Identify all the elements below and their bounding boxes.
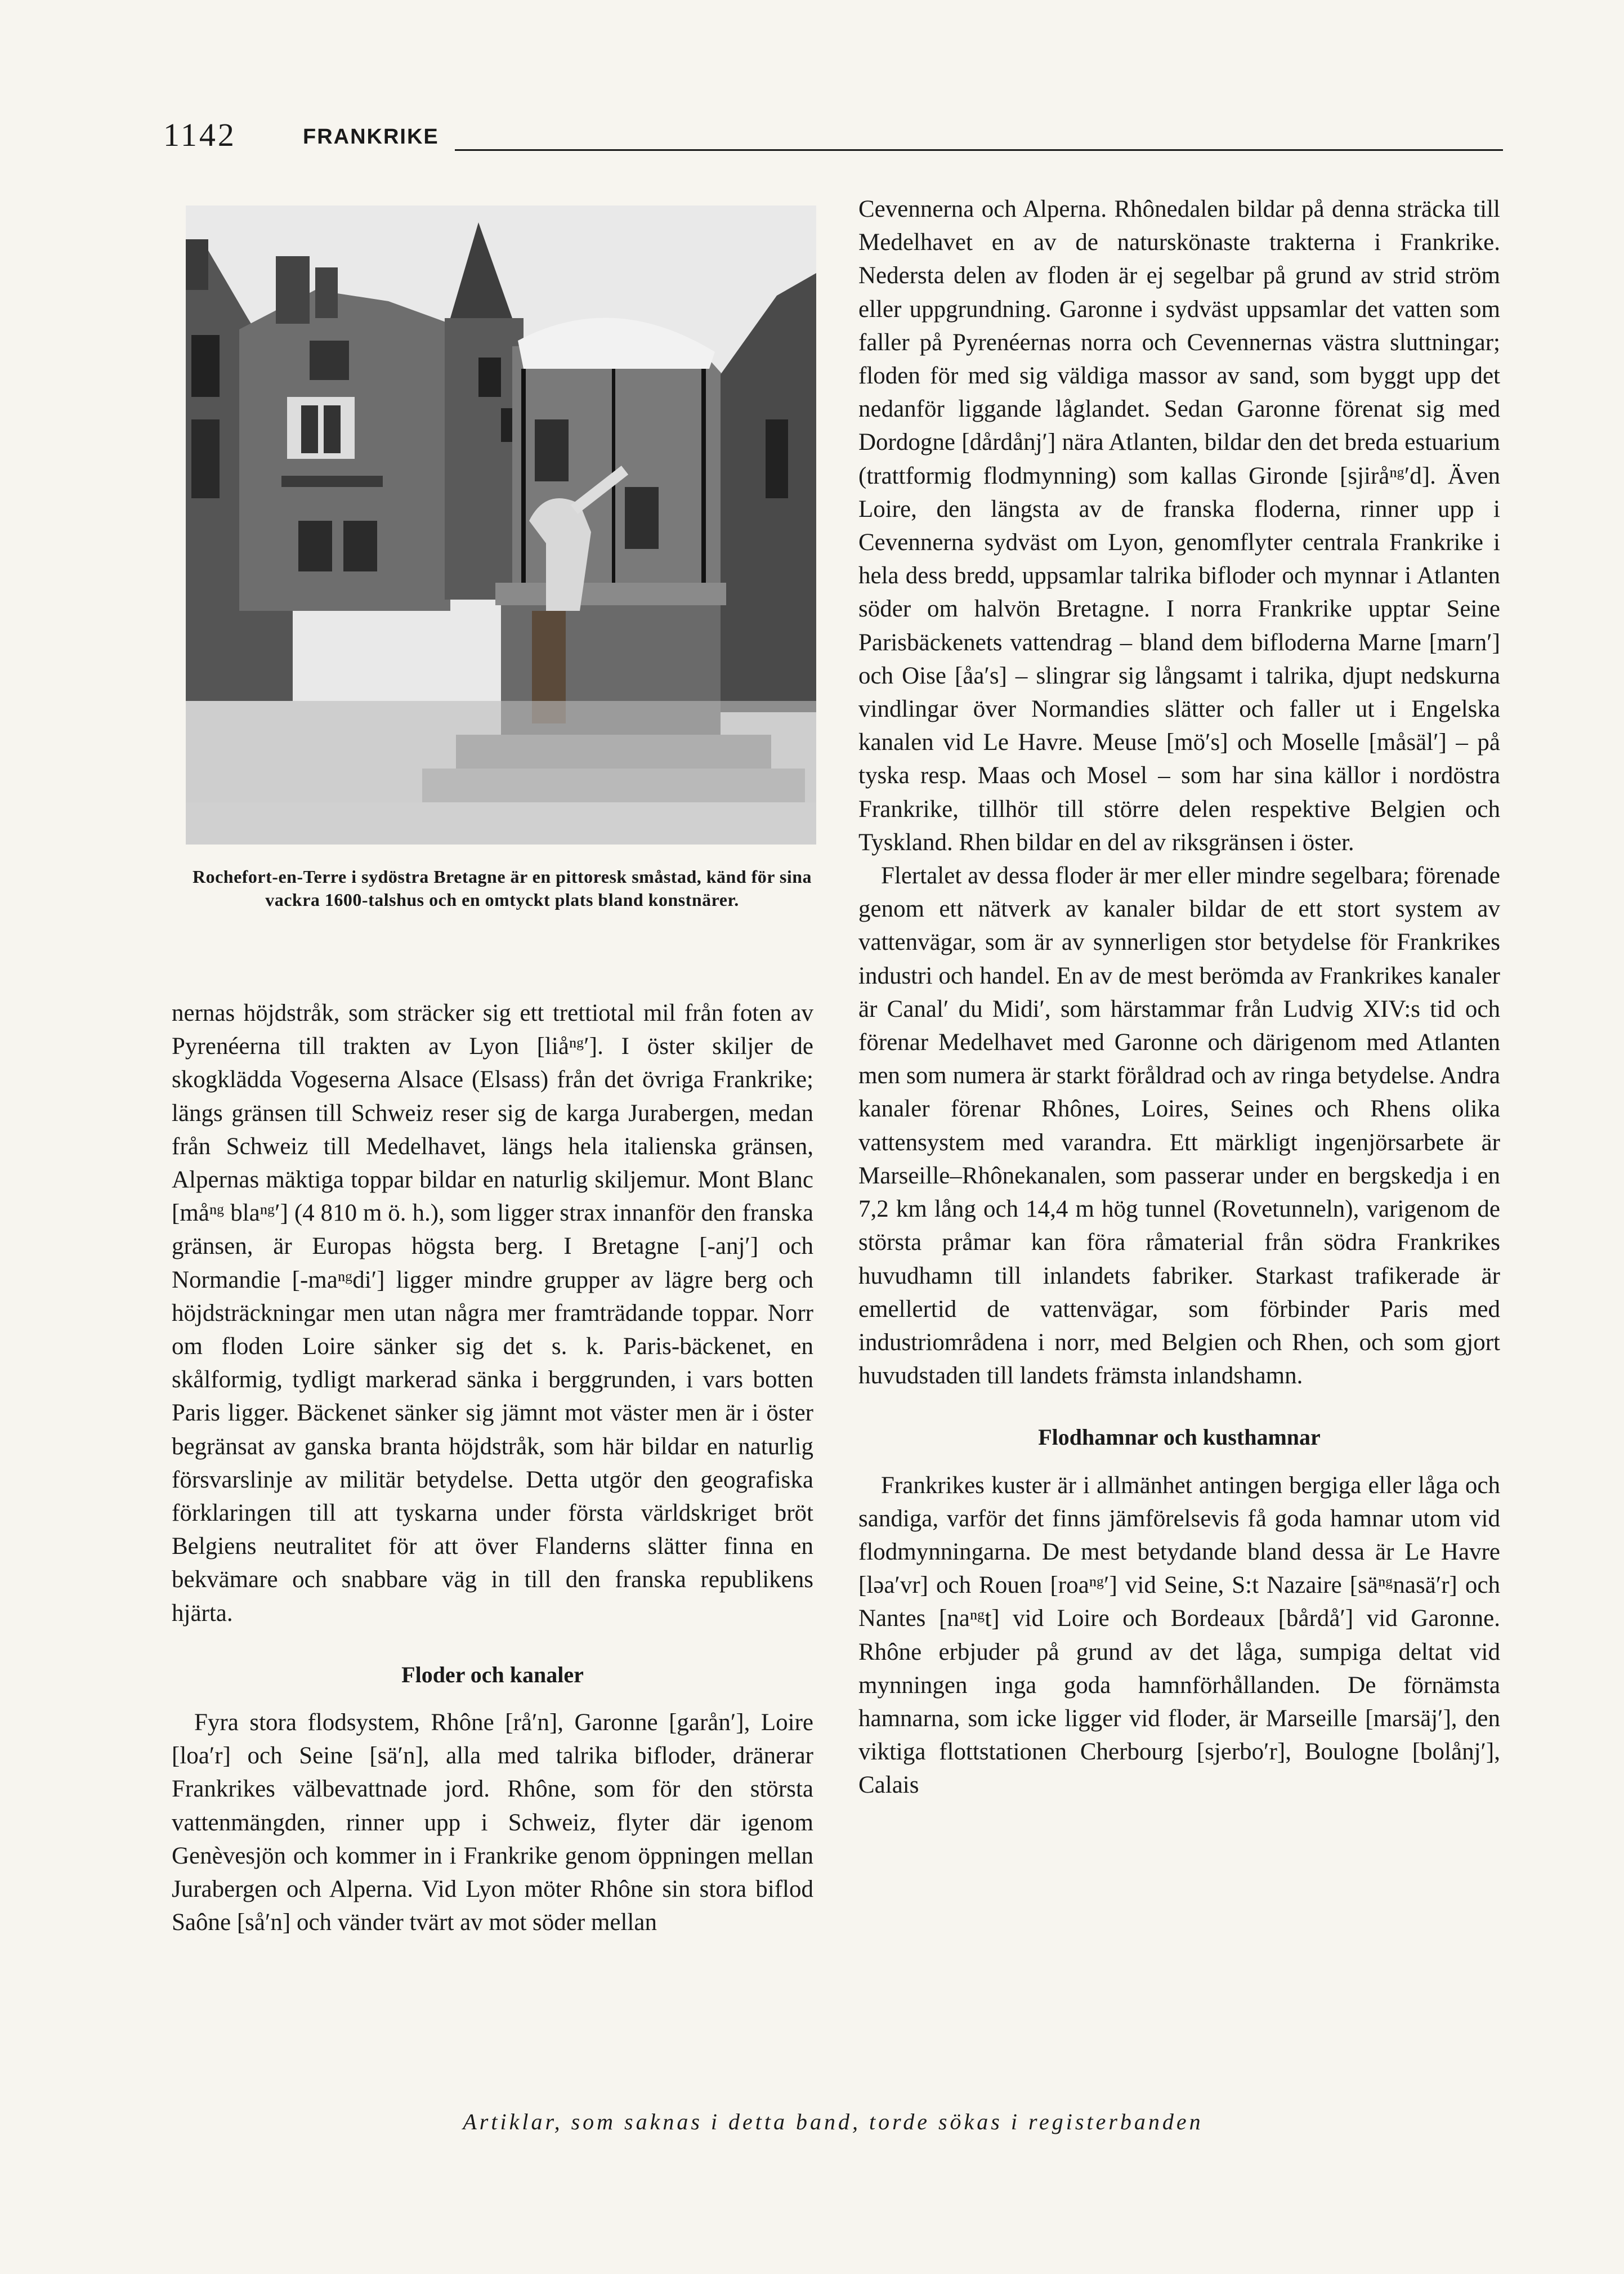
photo-illustration [186,205,816,845]
header-rule [455,149,1503,151]
page-footer-note: Artiklar, som saknas i detta band, torde sökas i registerbanden [463,2109,1204,2134]
right-paragraph-3: Frankrikes kuster är i allmänhet antingen bergiga eller låga och sandiga, varför det finns jämförelsevis få goda hamnar utom vid flodmynningarna. De mest betydande bland dessa är Le Havre [ləa′vr] och Rouen [roaⁿᵍ′] vid Seine, S:t Nazaire [säⁿᵍnasä′r] och Nantes [naⁿᵍt] vid Loire och Bordeaux [bårdå′] vid Garonne. Rhône erbjuder på grund av det låga, sumpiga deltat vid mynningen inga goda hamnförhållanden. De förnämsta hamnarna, som icke ligger vid floder, är Marseille [marsäj′], den viktiga flottstationen Cherbourg [sjerbo′r], Boulogne [bolånj′], Calais [858,1472,1500,1799]
page-number: 1142 [163,117,236,153]
section-heading-flodhamnar-och-kusthamnar: Flodhamnar och kusthamnar [1038,1424,1321,1450]
photo-rochefort-en-terre [186,205,816,845]
left-column [172,997,813,1939]
section-heading-floder-och-kanaler: Floder och kanaler [401,1661,584,1687]
left-paragraph-1: nernas höjdstråk, som sträcker sig ett trettiotal mil från foten av Pyrenéerna till trakten av Lyon [liåⁿᵍ′]. I öster skiljer de skogklädda Vogeserna Alsace (Elsass) från det övriga Frankrike; längs gränsen till Schweiz reser sig de karga Jurabergen, medan från Schweiz till Medelhavet, längs hela italienska gränsen, Alpernas mäktiga toppar bildar en naturlig skiljemur. Mont Blanc [måⁿᵍ blaⁿᵍ′] (4 810 m ö. h.), som ligger strax innanför den franska gränsen, är Europas högsta berg. I Bretagne [-anj′] och Normandie [-maⁿᵍdi′] ligger mindre grupper av lägre berg och höjdsträckningar men utan några mer framträdande toppar. Norr om floden Loire sänker sig det s. k. Paris-bäckenet, en skålformig, tydligt markerad sänka i berggrunden, i vars botten Paris ligger. Bäckenet sänker sig jämnt mot väster men är i öster begränsat av ganska branta höjdstråk, som här bildar en naturlig försvarslinje av militär betydelse. Detta utgör den geografiska förklaringen till att tyskarna under första världskriget bröt Belgiens neutralitet för att över Flanderns slätter finna en bekvämare och snabbare väg in till den franska republikens hjärta. [172,1000,813,1627]
right-paragraph-1: Cevennerna och Alperna. Rhônedalen bildar på denna sträcka till Medelhavet en av de naturskönaste trakterna i Frankrike. Nedersta delen av floden är ej segelbar på grund av strid ström eller uppgrundning. Garonne i sydväst uppsamlar det vatten som faller på Pyrenéernas norra och Cevennernas västra sluttningar; floden för med sig väldiga massor av sand, som byggt upp det nedanför liggande låglandet. Sedan Garonne förenat sig med Dordogne [dårdånj′] nära Atlanten, bildar den det breda estuarium (trattformig flodmynning) som kallas Gironde [sjiråⁿᵍ′d]. Även Loire, den längsta av de franska floderna, rinner upp i Cevennerna sydväst om Lyon, genomflyter centrala Frankrike i hela dess bredd, uppsamlar talrika bifloder och mynnar i Atlanten söder om halvön Bretagne. I norra Frankrike upptar Seine Parisbäckenets vattendrag – bland dem bifloderna Marne [marn′] och Oise [åa′s] – slingrar sig långsamt i talrika, djupt nedskurna vindlingar över Normandies slätter och faller ut i Engelska kanalen vid Le Havre. Meuse [mö′s] och Moselle [måsäl′] – på tyska resp. Maas och Mosel – som har sina källor i nordöstra Frankrike, tillhör till större delen respektive Belgien och Tyskland. Rhen bildar en del av riksgränsen i öster. [858,196,1500,856]
left-paragraph-2: Fyra stora flodsystem, Rhône [rå′n], Garonne [garån′], Loire [loa′r] och Seine [sä′n], alla med talrika bifloder, dränerar Frankrikes välbevattnade jord. Rhône, som för den största vattenmängden, rinner upp i Schweiz, flyter där igenom Genèvesjön och kommer in i Frankrike genom öppningen mellan Jurabergen och Alperna. Vid Lyon möter Rhône sin stora biflod Saône [så′n] och vänder tvärt av mot söder mellan [172,1709,813,1936]
right-column [858,193,1500,1802]
running-head: FRANKRIKE [303,125,439,149]
right-paragraph-2: Flertalet av dessa floder är mer eller mindre segelbara; förenade genom ett nätverk av kanaler bildar de ett stort system av vattenvägar, som är av synnerligen stor betydelse för Frankrikes industri och handel. En av de mest berömda av Frankrikes kanaler är Canal′ du Midi′, som härstammar från Ludvig XIV:s tid och förenar Medelhavet med Garonne och därigenom med Atlanten men som numera är starkt föråldrad och av ringa betydelse. Andra kanaler förenar Rhônes, Loires, Seines och Rhens olika vattensystem med varandra. Ett märkligt ingenjörsarbete är Marseille–Rhônekanalen, som passerar under en bergskedja i en 7,2 km lång och 14,4 m hög tunnel (Rovetunneln), varigenom de största pråmar kan föra råmaterial från södra Frankrikes huvudhamn till inlandets fabriker. Starkast trafikerade är emellertid de vattenvägar, som förbinder Paris med industriområdena i norr, med Belgien och Rhen, och som gjort huvudstaden till landets främsta inlandshamn. [858,863,1500,1390]
photo-caption: Rochefort-en-Terre i sydöstra Bretagne är en pittoresk småstad, känd för sina vackra 1600-talshus och en omtyckt plats bland konstnärer. [192,866,812,910]
page-header [163,115,1503,155]
